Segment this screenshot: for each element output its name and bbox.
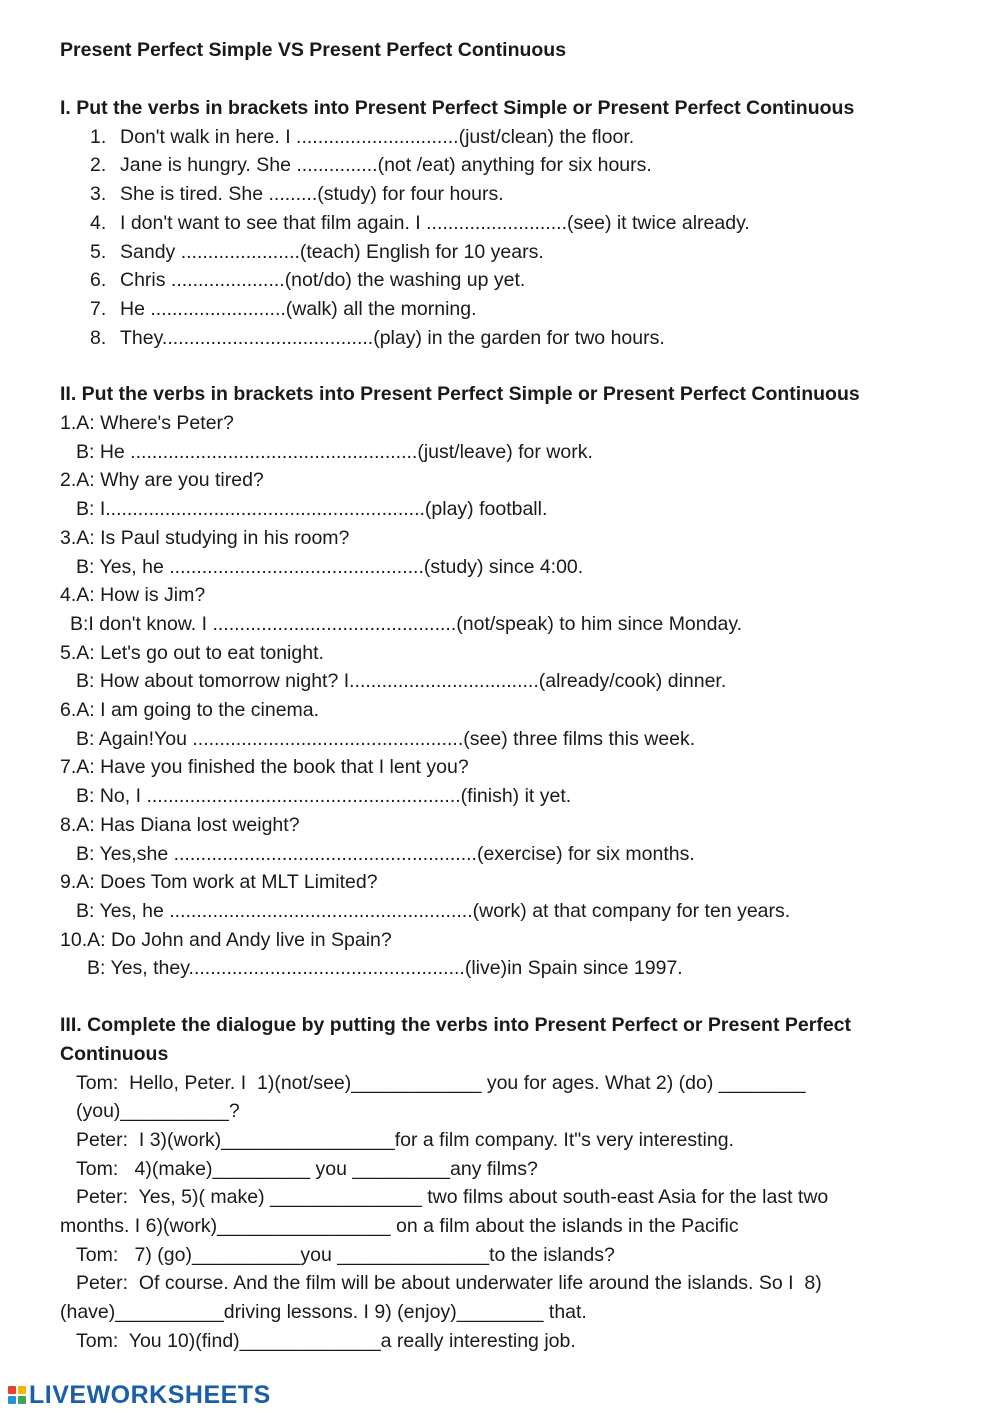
list-item: 1. Don't walk in here. I ..............................(just/clean) the floor. bbox=[90, 125, 635, 148]
dialogue-a-line: 4.A: How is Jim? bbox=[60, 584, 206, 607]
dialogue-b-line: B: Yes,she ........................................................(exercise) for six months. bbox=[76, 842, 695, 865]
dialogue-b-line: B: I...........................................................(play) football. bbox=[76, 498, 548, 521]
dialogue-b-line: B: How about tomorrow night? I...................................(already/cook) dinner. bbox=[76, 670, 727, 693]
worksheet-page bbox=[60, 36, 960, 1356]
list-item: 6. Chris .....................(not/do) the washing up yet. bbox=[90, 269, 526, 292]
section-2-heading: II. Put the verbs in brackets into Present Perfect Simple or Present Perfect Continuous bbox=[60, 383, 860, 406]
dialogue-a-line: 1.A: Where's Peter? bbox=[60, 412, 234, 435]
dialogue-a-line: 5.A: Let's go out to eat tonight. bbox=[60, 641, 324, 664]
section-3-heading: III. Complete the dialogue by putting the verbs into Present Perfect or Present Perfect bbox=[60, 1014, 851, 1037]
list-item: 4. I don't want to see that film again. I ..........................(see) it twice already. bbox=[90, 211, 750, 234]
list-item: 8. They.......................................(play) in the garden for two hours. bbox=[90, 326, 665, 349]
dialogue-line: Peter: Of course. And the film will be about underwater life around the islands. So I 8) bbox=[76, 1272, 822, 1295]
list-item: 3. She is tired. She .........(study) for four hours. bbox=[90, 183, 504, 206]
section-1-heading: I. Put the verbs in brackets into Present Perfect Simple or Present Perfect Continuous bbox=[60, 97, 855, 119]
dialogue-line: Peter: Yes, 5)( make) ______________ two films about south-east Asia for the last two bbox=[76, 1186, 829, 1209]
section-3 bbox=[60, 1011, 960, 1355]
dialogue-a-line: 2.A: Why are you tired? bbox=[60, 469, 264, 492]
dialogue-line: (you)__________? bbox=[76, 1100, 240, 1123]
dialogue-line: Tom: 4)(make)_________ you _________any films? bbox=[76, 1157, 538, 1180]
dialogue-b-line: B: Again!You ..................................................(see) three films this week. bbox=[76, 727, 696, 750]
liveworksheets-logo[interactable] bbox=[8, 1382, 271, 1408]
dialogue-line: Peter: I 3)(work)________________for a film company. It"s very interesting. bbox=[76, 1128, 734, 1151]
dialogue-b-line: B: Yes, he ...............................................(study) since 4:00. bbox=[76, 555, 584, 578]
dialogue-a-line: 8.A: Has Diana lost weight? bbox=[60, 813, 300, 836]
dialogue-line: months. I 6)(work)________________ on a film about the islands in the Pacific bbox=[60, 1215, 739, 1238]
logo-grid-icon bbox=[8, 1386, 26, 1404]
dialogue-b-line: B: Yes, they...................................................(live)in Spain since 1997. bbox=[87, 957, 683, 980]
dialogue-a-line: 6.A: I am going to the cinema. bbox=[60, 699, 320, 722]
dialogue-b-line: B:I don't know. I .............................................(not/speak) to him since Monday. bbox=[70, 612, 743, 635]
list-item: 2. Jane is hungry. She ...............(not /eat) anything for six hours. bbox=[90, 154, 652, 177]
dialogue-line: (have)__________driving lessons. I 9) (enjoy)________ that. bbox=[60, 1301, 587, 1324]
list-item: 5. Sandy ......................(teach) English for 10 years. bbox=[90, 240, 544, 263]
dialogue-b-line: B: Yes, he ........................................................(work) at that company for ten years. bbox=[76, 899, 791, 922]
page-title: Present Perfect Simple VS Present Perfect Continuous bbox=[60, 39, 567, 61]
list-item: 7. He .........................(walk) all the morning. bbox=[90, 297, 477, 320]
dialogue-line: Tom: 7) (go)__________you ______________to the islands? bbox=[76, 1243, 615, 1266]
dialogue-a-line: 10.A: Do John and Andy live in Spain? bbox=[60, 928, 392, 951]
section-2 bbox=[60, 380, 960, 983]
dialogue-a-line: 9.A: Does Tom work at MLT Limited? bbox=[60, 871, 378, 894]
dialogue-b-line: B: He .....................................................(just/leave) for work. bbox=[76, 440, 593, 463]
section-3-heading-cont: Continuous bbox=[60, 1042, 169, 1065]
dialogue-line: Tom: You 10)(find)_____________a really interesting job. bbox=[76, 1329, 576, 1352]
dialogue-a-line: 7.A: Have you finished the book that I lent you? bbox=[60, 756, 469, 779]
section-1-list bbox=[60, 123, 960, 353]
brand-name: LIVEWORKSHEETS bbox=[29, 1380, 271, 1409]
dialogue-b-line: B: No, I ..........................................................(finish) it yet. bbox=[76, 785, 572, 808]
dialogue-line: Tom: Hello, Peter. I 1)(not/see)____________ you for ages. What 2) (do) ________ bbox=[76, 1071, 806, 1094]
dialogue-a-line: 3.A: Is Paul studying in his room? bbox=[60, 526, 350, 549]
